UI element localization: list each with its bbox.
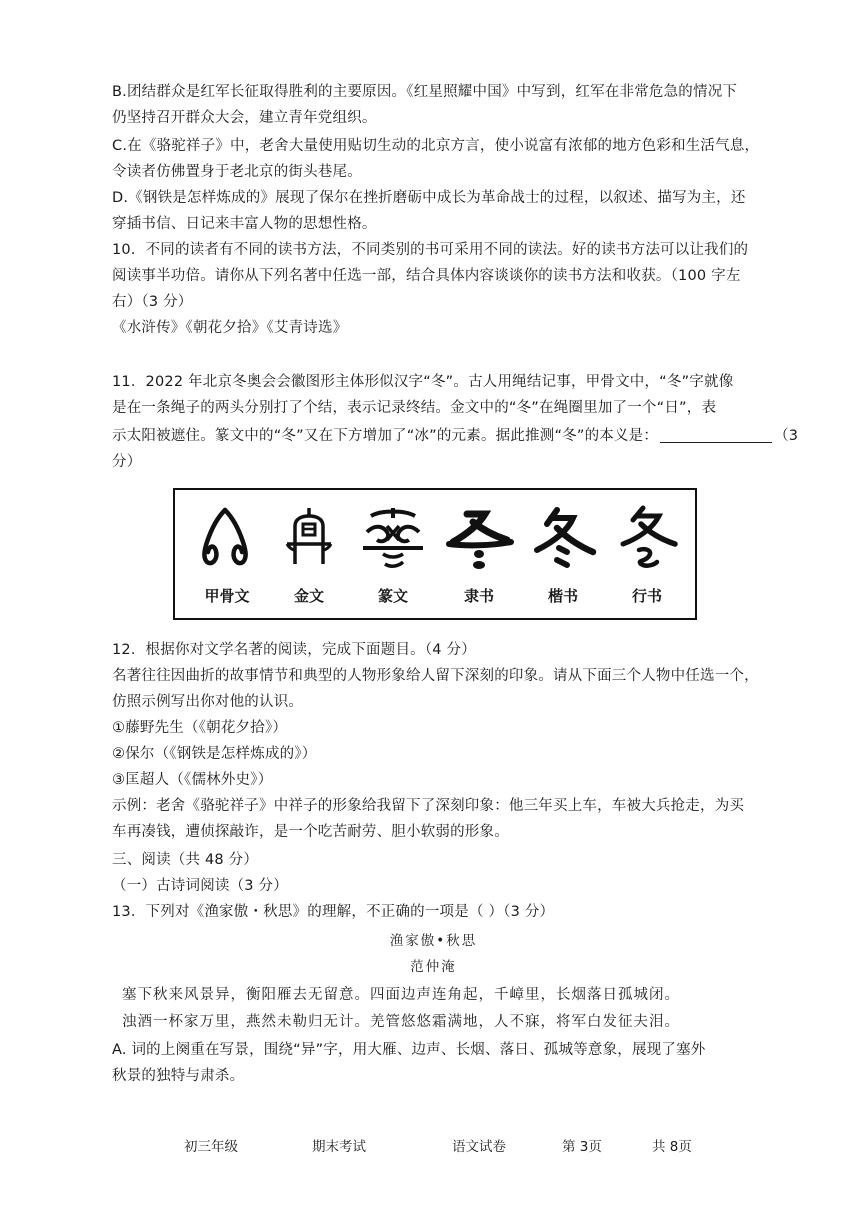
clerical-dong-icon	[443, 504, 515, 570]
question-10-line-3: 右）（3 分）	[112, 294, 193, 310]
question-10-line-1: 10．不同的读者有不同的读书方法，不同类别的书可采用不同的读法。好的读书方法可以让我们的	[112, 242, 749, 258]
question-11-line-3-text: 示太阳被遮住。篆文中的“冬”又在下方增加了“冰”的元素。据此推测“冬”的本义是：	[112, 428, 659, 444]
label-running: 行书	[631, 587, 662, 605]
poem-title: 渔家傲•秋思	[389, 933, 478, 949]
question-10-books: 《水浒传》《朝花夕拾》《艾青诗选》	[112, 320, 348, 336]
footer-subject: 语文试卷	[452, 1139, 506, 1155]
question-11-line-4: 分）	[112, 454, 142, 470]
option-b-line-1: B.团结群众是红军长征取得胜利的主要原因。《红星照耀中国》中写到，红军在非常危急的情况下	[112, 84, 738, 100]
subsection-1-heading: （一）古诗词阅读（3 分）	[112, 878, 288, 894]
footer-total: 共 8页	[652, 1139, 692, 1155]
option-d-line-2: 穿插书信、日记来丰富人物的思想性格。	[112, 216, 377, 232]
question-12-title: 12．根据你对文学名著的阅读，完成下面题目。（4 分）	[112, 642, 476, 658]
question-12-line-1: 名著往往因曲折的故事情节和典型的人物形象给人留下深刻的印象。请从下面三个人物中任选一个，	[112, 668, 759, 684]
question-11-line-3	[112, 426, 798, 446]
question-11-line-1: 11．2022 年北京冬奥会会徽图形主体形似汉字“冬”。古人用绳结记事，甲骨文中，“冬”字就像	[112, 374, 734, 390]
footer-grade: 初三年级	[184, 1139, 238, 1155]
question-12-option-3: ③匡超人（《儒林外史》）	[112, 772, 273, 788]
label-seal: 篆文	[377, 587, 408, 605]
footer-exam: 期末考试	[312, 1139, 366, 1155]
label-oracle-bone: 甲骨文	[204, 587, 250, 605]
footer-page: 第 3页	[562, 1139, 602, 1155]
poem-author: 范仲淹	[410, 959, 457, 975]
option-c-line-1: C.在《骆驼祥子》中，老舍大量使用贴切生动的北京方言，使小说富有浓郁的地方色彩和生活气息，	[112, 138, 760, 154]
poem-line-1: 塞下秋来风景异，衡阳雁去无留意。四面边声连角起，千嶂里，长烟落日孤城闭。	[122, 987, 680, 1003]
option-d-line-1: D.《钢铁是怎样炼成的》展现了保尔在挫折磨砺中成长为革命战士的过程，以叙述、描写为主，还	[112, 190, 746, 206]
question-11-line-3-score: （3	[774, 428, 799, 444]
question-12-line-2: 仿照示例写出你对他的认识。	[112, 694, 304, 710]
question-13-title: 13．下列对《渔家傲・秋思》的理解，不正确的一项是（ ）（3 分）	[112, 904, 555, 920]
bronze-dong-icon	[273, 504, 345, 570]
question-12-option-1: ①藤野先生（《朝花夕拾》）	[112, 720, 288, 736]
regular-dong-icon	[527, 504, 599, 570]
oracle-bone-dong-icon	[189, 504, 261, 570]
question-11-line-2: 是在一条绳子的两头分别打了个结，表示记录终结。金文中的“冬”在绳圈里加了一个“日”，表	[112, 400, 717, 416]
seal-dong-icon	[357, 504, 429, 570]
answer-blank[interactable]	[660, 428, 772, 443]
option-a-line-1: A. 词的上阕重在写景，围绕“异”字，用大雁、边声、长烟、落日、孤城等意象，展现了塞外	[112, 1042, 706, 1058]
option-b-line-2: 仍坚持召开群众大会，建立青年党组织。	[112, 110, 377, 126]
question-10-line-2: 阅读事半功倍。请你从下列名著中任选一部，结合具体内容谈谈你的读书方法和收获。（100 字左	[112, 268, 741, 284]
question-12-option-2: ②保尔（《钢铁是怎样炼成的》）	[112, 746, 317, 762]
option-c-line-2: 令读者仿佛置身于老北京的街头巷尾。	[112, 164, 362, 180]
example-line-1: 示例：老舍《骆驼祥子》中祥子的形象给我留下了深刻印象：他三年买上车，车被大兵抢走，为买	[112, 798, 745, 814]
label-bronze: 金文	[293, 587, 324, 605]
example-line-2: 车再凑钱，遭侦探敲诈，是一个吃苦耐劳、胆小软弱的形象。	[112, 824, 509, 840]
section-3-heading: 三、阅读（共 48 分）	[112, 852, 259, 868]
option-a-line-2: 秋景的独特与肃杀。	[112, 1068, 245, 1084]
label-regular: 楷书	[547, 587, 578, 605]
dong-character-figure	[173, 488, 697, 620]
label-clerical: 隶书	[463, 587, 494, 605]
poem-line-2: 浊酒一杯家万里，燕然未勒归无计。羌管悠悠霜满地，人不寐，将军白发征夫泪。	[122, 1014, 680, 1030]
running-dong-icon	[611, 504, 683, 570]
